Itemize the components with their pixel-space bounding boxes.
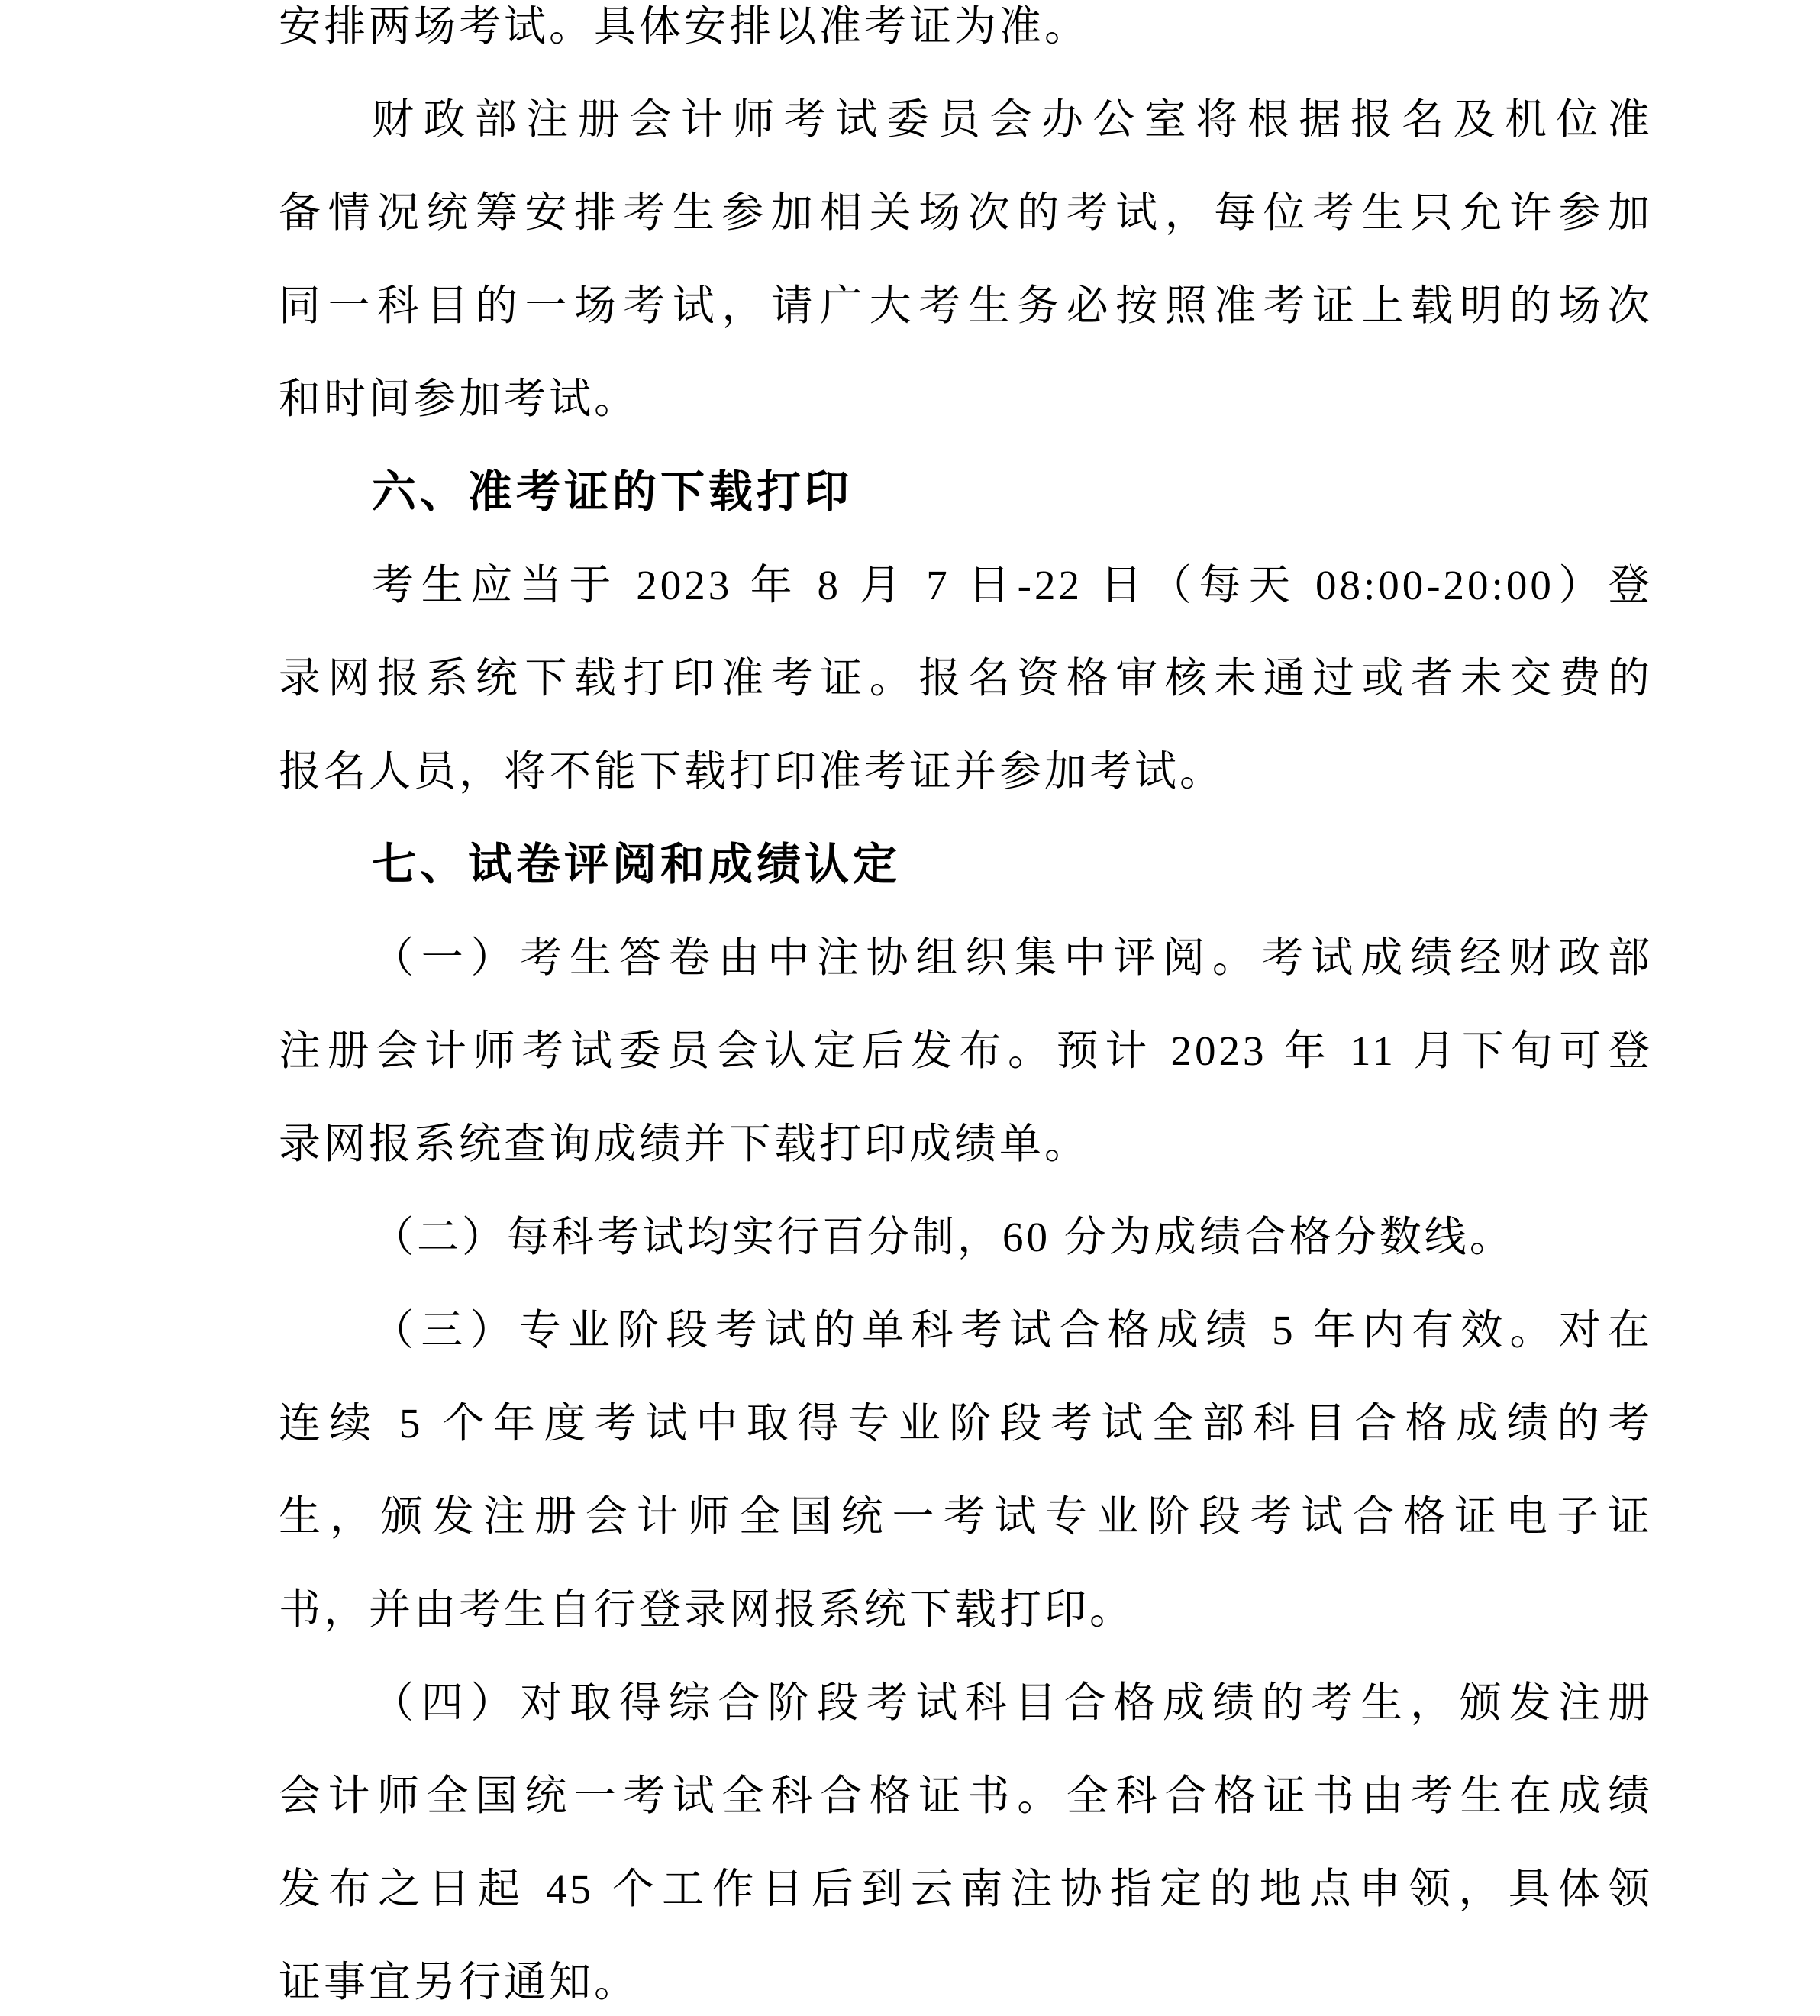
text-line: 录网报系统下载打印准考证。报名资格审核未通过或者未交费的 [279,655,1653,702]
text-line: 证事宜另行通知。 [279,1959,640,2005]
text-line: （三）专业阶段考试的单科考试合格成绩 5 年内有效。对在 [372,1307,1653,1353]
text-line: 生，颁发注册会计师全国统一考试专业阶段考试合格证电子证 [279,1493,1653,1540]
text-line: （二）每科考试均实行百分制，60 分为成绩合格分数线。 [372,1214,1515,1260]
text-line: （一）考生答卷由中注协组织集中评阅。考试成绩经财政部 [372,934,1653,981]
text-line: 连续 5 个年度考试中取得专业阶段考试全部科目合格成绩的考 [279,1400,1653,1447]
text-line: 会计师全国统一考试全科合格证书。全科合格证书由考生在成绩 [279,1772,1653,1819]
text-line: 安排两场考试。具体安排以准考证为准。 [279,3,1090,50]
text-line: 报名人员，将不能下载打印准考证并参加考试。 [279,748,1225,795]
text-line: 注册会计师考试委员会认定后发布。预计 2023 年 11 月下旬可登 [279,1027,1653,1074]
section-heading: 七、试卷评阅和成绩认定 [372,840,902,889]
text-line: 备情况统筹安排考生参加相关场次的考试，每位考生只允许参加 [279,189,1653,236]
section-heading: 六、准考证的下载打印 [372,467,854,517]
text-line: 录网报系统查询成绩并下载打印成绩单。 [279,1121,1090,1167]
text-line: （四）对取得综合阶段考试科目合格成绩的考生，颁发注册 [372,1679,1653,1726]
text-line: 和时间参加考试。 [279,376,640,422]
text-line: 财政部注册会计师考试委员会办公室将根据报名及机位准 [372,96,1653,143]
text-line: 书，并由考生自行登录网报系统下载打印。 [279,1586,1135,1633]
text-line: 同一科目的一场考试，请广大考生务必按照准考证上载明的场次 [279,282,1653,329]
text-line: 考生应当于 2023 年 8 月 7 日-22 日（每天 08:00-20:00）登 [372,562,1653,608]
text-line: 发布之日起 45 个工作日后到云南注协指定的地点申领，具体领 [279,1866,1653,1912]
document-body [279,0,1653,2016]
